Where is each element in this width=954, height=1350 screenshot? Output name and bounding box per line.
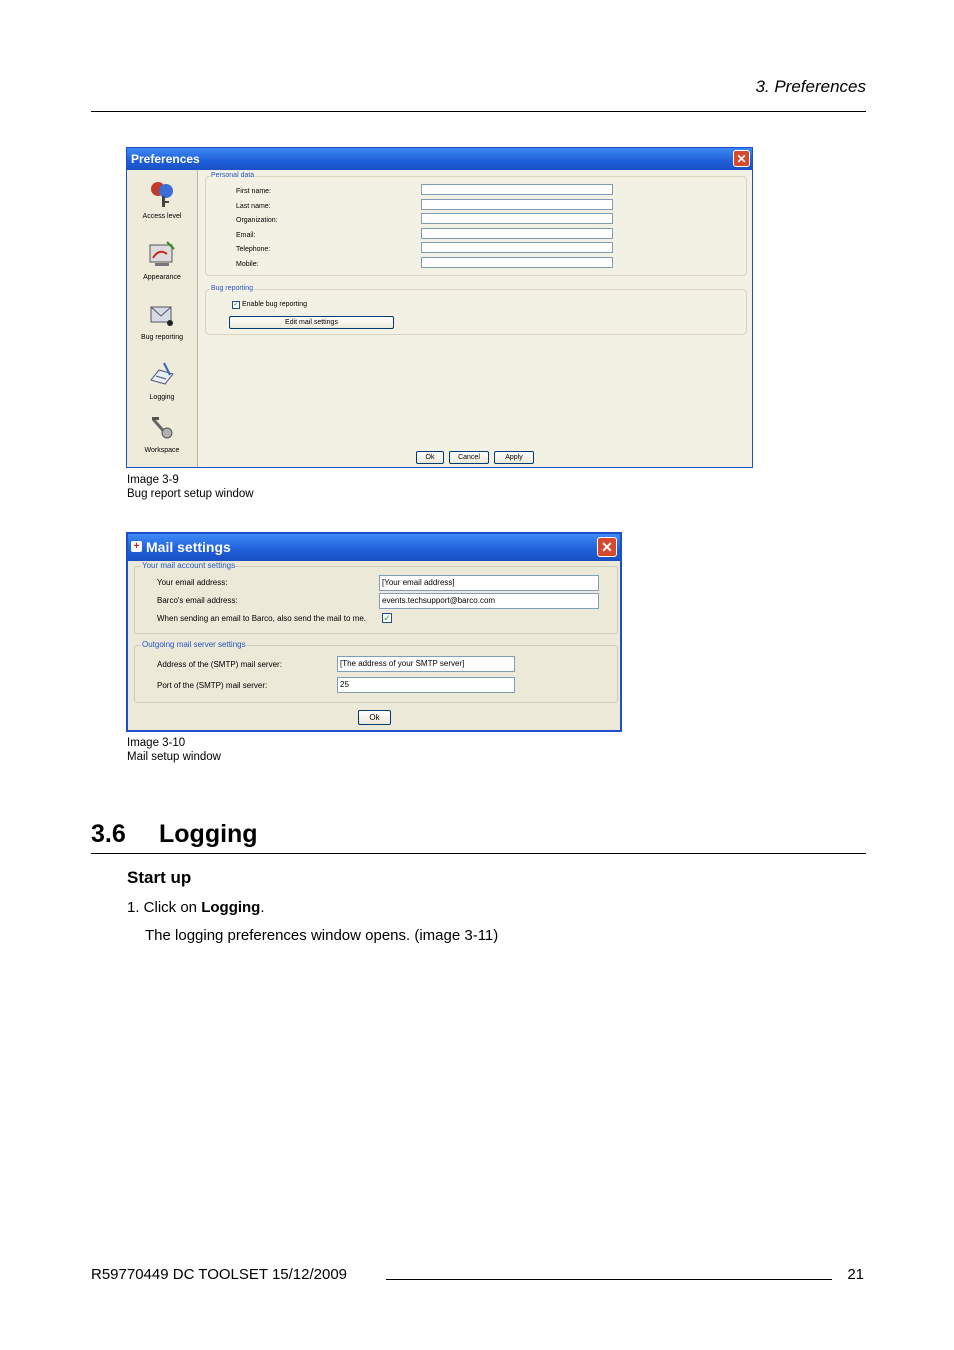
mail-settings-titlebar xyxy=(128,534,620,561)
sidebar-item-label: Bug reporting xyxy=(140,334,184,341)
edit-mail-settings-button[interactable]: Edit mail settings xyxy=(229,316,394,329)
step-1 xyxy=(127,899,265,916)
enable-bug-reporting-checkbox[interactable]: ✓ xyxy=(233,301,239,308)
bug-reporting-group xyxy=(205,285,747,335)
tools-icon xyxy=(147,413,177,443)
field-label: Email: xyxy=(236,232,256,239)
smtp-port-label: Port of the (SMTP) mail server: xyxy=(157,681,268,690)
telephone-input[interactable] xyxy=(421,242,613,253)
sidebar-item-label: Logging xyxy=(149,394,175,401)
field-label: Mobile: xyxy=(236,261,259,268)
sidebar-item-label: Appearance xyxy=(143,274,181,281)
sidebar-item-appearance[interactable] xyxy=(127,240,197,281)
send-copy-checkbox[interactable]: ✓ xyxy=(383,613,391,623)
caption-text: Mail setup window xyxy=(127,751,221,763)
subheading: Start up xyxy=(127,868,192,887)
close-icon[interactable]: ✕ xyxy=(597,537,617,557)
mobile-input[interactable] xyxy=(421,257,613,268)
smtp-address-input[interactable]: [The address of your SMTP server] xyxy=(337,656,515,672)
app-icon: + xyxy=(131,541,142,552)
sidebar-item-bug-reporting[interactable] xyxy=(127,300,197,341)
section-heading xyxy=(91,820,258,849)
preferences-sidebar xyxy=(127,170,198,467)
smtp-port-input[interactable]: 25 xyxy=(337,677,515,693)
preferences-content xyxy=(198,170,752,467)
checkbox-label: Enable bug reporting xyxy=(242,301,307,308)
sidebar-item-logging[interactable] xyxy=(127,360,197,401)
section-number: 3.6 xyxy=(91,820,126,848)
section-rule xyxy=(91,853,866,854)
last-name-input[interactable] xyxy=(421,199,613,210)
first-name-input[interactable] xyxy=(421,184,613,195)
section-title: Logging xyxy=(159,820,258,848)
monitor-icon xyxy=(147,240,177,270)
preferences-title: Preferences xyxy=(131,152,200,166)
group-title: Personal data xyxy=(211,172,255,179)
personal-data-group xyxy=(205,172,747,276)
barco-email-input[interactable]: events.techsupport@barco.com xyxy=(379,593,599,609)
barco-email-label: Barco's email address: xyxy=(157,596,238,605)
step-bold-term: Logging xyxy=(201,899,261,916)
page-number: 21 xyxy=(847,1266,864,1283)
caption-label: Image 3-10 xyxy=(127,737,186,749)
group-title: Bug reporting xyxy=(211,285,254,292)
footer-rule xyxy=(386,1279,832,1280)
caption-label: Image 3-9 xyxy=(127,474,179,486)
preferences-window xyxy=(126,147,753,468)
sidebar-item-access-level[interactable] xyxy=(127,179,197,220)
notepad-icon xyxy=(147,360,177,390)
close-icon[interactable]: ✕ xyxy=(733,150,750,167)
step-prefix: 1. Click on xyxy=(127,899,202,916)
ok-button[interactable]: Ok xyxy=(358,710,391,725)
your-email-label: Your email address: xyxy=(157,578,228,587)
image-caption xyxy=(127,473,254,501)
field-label: Organization: xyxy=(236,217,278,224)
cancel-button[interactable]: Cancel xyxy=(449,451,489,464)
outgoing-server-group xyxy=(134,640,618,703)
organization-input[interactable] xyxy=(421,213,613,224)
sidebar-item-label: Workspace xyxy=(144,447,180,454)
field-label: Last name: xyxy=(236,203,271,210)
group-title: Your mail account settings xyxy=(142,561,236,570)
mail-settings-window xyxy=(126,532,622,732)
step-result: The logging preferences window opens. (image 3-11) xyxy=(145,927,499,944)
mail-account-group xyxy=(134,561,618,634)
mail-settings-title: Mail settings xyxy=(146,539,231,555)
sidebar-item-label: Access level xyxy=(142,213,182,220)
step-suffix: . xyxy=(260,899,265,916)
ok-button[interactable]: Ok xyxy=(416,451,444,464)
field-label: First name: xyxy=(236,188,272,195)
header-rule xyxy=(91,111,866,112)
apply-button[interactable]: Apply xyxy=(494,451,534,464)
smtp-address-label: Address of the (SMTP) mail server: xyxy=(157,660,282,669)
footer-doc-info: R59770449 DC TOOLSET 15/12/2009 xyxy=(91,1266,348,1283)
chapter-header: 3. Preferences xyxy=(755,77,866,96)
group-title: Outgoing mail server settings xyxy=(142,640,246,649)
envelope-icon xyxy=(147,300,177,330)
caption-text: Bug report setup window xyxy=(127,488,254,500)
your-email-input[interactable]: [Your email address] xyxy=(379,575,599,591)
preferences-titlebar xyxy=(127,148,752,170)
send-copy-label: When sending an email to Barco, also send the mail to me. xyxy=(157,614,366,623)
email-input[interactable] xyxy=(421,228,613,239)
keys-icon xyxy=(147,179,177,209)
sidebar-item-workspace[interactable] xyxy=(127,413,197,454)
image-caption xyxy=(127,736,221,764)
field-label: Telephone: xyxy=(236,246,271,253)
